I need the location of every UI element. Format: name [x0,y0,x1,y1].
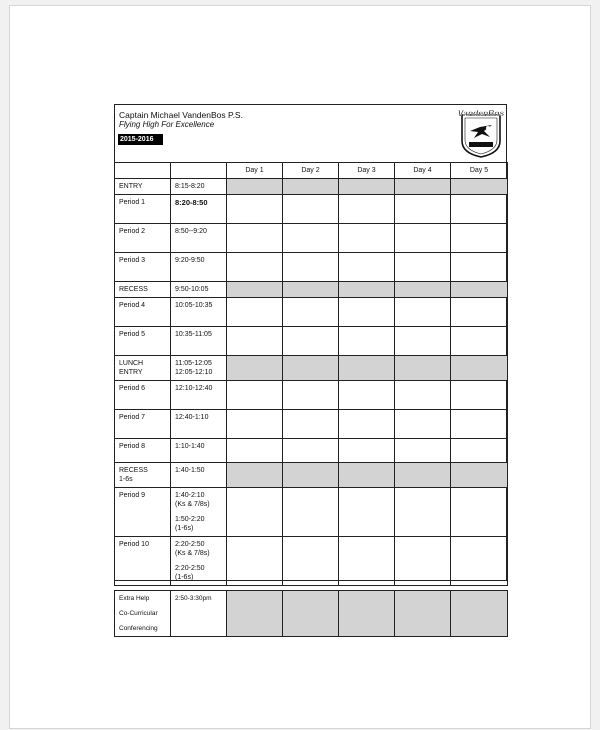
period-time-cell [171,537,227,586]
period-time-alt: 2:20-2:50 [175,565,205,572]
day-cell[interactable] [395,488,451,537]
document-page [9,5,591,729]
period-label: Period 1 [119,199,146,206]
extra-time-cell: 2:50-3:30pm [171,591,227,637]
school-name: Captain Michael VandenBos P.S. [119,110,243,120]
period-label: Period 9 [119,492,146,499]
day-cell[interactable] [339,253,395,282]
period-label-cell [115,410,171,439]
period-time-cell [171,195,227,224]
day-header: Day 5 [451,163,508,179]
schedule-row [115,282,508,298]
period-label: Period 3 [119,257,146,264]
day-cell[interactable] [227,327,283,356]
period-time-alt: 1:50-2:20 [175,516,205,523]
day-cell[interactable] [339,381,395,410]
day-cell[interactable] [395,253,451,282]
period-label-cell [115,224,171,253]
period-label: Period 7 [119,414,146,421]
period-time-cell [171,463,227,488]
day-cell[interactable] [339,410,395,439]
day-cell[interactable] [283,282,339,298]
day-cell[interactable] [339,224,395,253]
day-cell[interactable] [395,195,451,224]
period-time-cell [171,298,227,327]
schedule-row [115,298,508,327]
day-cell[interactable] [395,179,451,195]
period-label: Period 10 [119,541,149,548]
day-cell[interactable] [283,381,339,410]
day-cell[interactable] [395,356,451,381]
day-cell[interactable] [227,224,283,253]
day-cell[interactable] [395,327,451,356]
day-cell[interactable] [227,253,283,282]
schedule-row [115,224,508,253]
extra-day-cell[interactable] [451,591,508,637]
extra-activities-table [114,590,508,637]
period-label: 1-6s [119,476,133,483]
schedule-row [115,463,508,488]
period-label: Period 6 [119,385,146,392]
day-cell[interactable] [227,298,283,327]
extra-label: Extra Help [119,595,150,602]
schedule-row [115,488,508,537]
period-time-cell [171,488,227,537]
extra-day-cell[interactable] [227,591,283,637]
day-cell[interactable] [227,439,283,463]
day-cell[interactable] [283,410,339,439]
day-cell[interactable] [283,179,339,195]
period-time-cell [171,179,227,195]
period-label-cell [115,463,171,488]
period-label-cell [115,537,171,586]
period-time: 1:40-1:50 [175,467,205,474]
day-cell[interactable] [339,195,395,224]
extra-day-cell[interactable] [395,591,451,637]
day-cell[interactable] [227,488,283,537]
period-label: Period 2 [119,228,146,235]
day-cell[interactable] [283,298,339,327]
day-cell[interactable] [451,488,508,537]
period-time-cell [171,439,227,463]
period-time: 2:20-2:50 [175,541,205,548]
period-time-alt: (1-6s) [175,525,194,532]
extra-day-cell[interactable] [283,591,339,637]
period-label-cell [115,439,171,463]
day-cell[interactable] [451,195,508,224]
schedule-row [115,356,508,381]
day-cell[interactable] [283,356,339,381]
day-cell[interactable] [451,282,508,298]
day-cell[interactable] [283,253,339,282]
day-cell[interactable] [339,327,395,356]
day-cell[interactable] [283,224,339,253]
period-time: 11:05-12:05 [175,360,212,367]
day-cell[interactable] [451,179,508,195]
period-label: RECESS [119,286,148,293]
period-time-cell [171,224,227,253]
day-cell[interactable] [339,488,395,537]
day-cell[interactable] [227,179,283,195]
day-cell[interactable] [227,410,283,439]
period-time-cell [171,327,227,356]
day-header: Day 2 [283,163,339,179]
period-label: LUNCH [119,360,144,367]
period-label-cell [115,179,171,195]
day-cell[interactable] [395,537,451,586]
period-label-cell [115,488,171,537]
school-year-badge: 2015-2016 [118,134,163,145]
extra-label: Conferencing [119,625,158,632]
period-label-cell [115,298,171,327]
schedule-row [115,381,508,410]
period-time: 1:10-1:40 [175,443,205,450]
day-cell[interactable] [339,356,395,381]
day-cell[interactable] [451,253,508,282]
schedule-sheet [114,104,507,581]
day-header: Day 3 [339,163,395,179]
period-time: 12:10-12:40 [175,385,213,392]
day-cell[interactable] [451,537,508,586]
period-label: Period 4 [119,302,146,309]
day-cell[interactable] [395,463,451,488]
period-time-cell [171,356,227,381]
period-time: 1:40-2:10 [175,492,205,499]
schedule-row [115,253,508,282]
period-label: ENTRY [119,369,143,376]
period-time-cell [171,253,227,282]
period-time: 10:05-10:35 [175,302,213,309]
day-cell[interactable] [451,381,508,410]
period-time: 12:05-12:10 [175,369,213,376]
extra-labels-cell [115,591,171,637]
period-time: 8:15-8:20 [175,183,205,190]
day-cell[interactable] [395,381,451,410]
schedule-row [115,327,508,356]
period-time: 12:40-1:10 [175,414,209,421]
day-cell[interactable] [451,439,508,463]
schedule-row [115,410,508,439]
period-time: (Ks & 7/8s) [175,550,210,557]
period-time: 8:20-8:50 [175,198,208,207]
period-time: 8:50--9:20 [175,228,207,235]
day-cell[interactable] [451,298,508,327]
day-cell[interactable] [451,463,508,488]
period-label: Period 5 [119,331,146,338]
period-time: 9:20-9:50 [175,257,205,264]
day-cell[interactable] [339,439,395,463]
day-cell[interactable] [339,282,395,298]
day-cell[interactable] [339,179,395,195]
period-time-alt: (1-6s) [175,574,194,581]
day-cell[interactable] [395,298,451,327]
period-time: 10:35-11:05 [175,331,212,338]
header-blank-cell [171,163,227,179]
day-cell[interactable] [227,195,283,224]
schedule-row [115,439,508,463]
extra-label: Co-Curricular [119,610,158,617]
day-cell[interactable] [451,327,508,356]
period-time: 9:50-10:05 [175,286,209,293]
school-logo [458,107,504,159]
day-cell[interactable] [339,298,395,327]
school-motto: Flying High For Excellence [119,120,215,129]
table-header-row [115,163,508,179]
day-cell[interactable] [227,282,283,298]
day-cell[interactable] [395,439,451,463]
day-header: Day 1 [227,163,283,179]
schedule-table [114,162,508,586]
day-cell[interactable] [283,327,339,356]
period-label: Period 8 [119,443,146,450]
period-time-cell [171,381,227,410]
period-time-cell [171,282,227,298]
logo-wordmark: VandenBos [458,108,504,118]
period-label-cell [115,327,171,356]
day-cell[interactable] [395,224,451,253]
day-cell[interactable] [395,282,451,298]
period-label-cell [115,282,171,298]
day-cell[interactable] [283,439,339,463]
period-time-cell [171,410,227,439]
period-label-cell [115,381,171,410]
day-cell[interactable] [451,356,508,381]
period-label-cell [115,356,171,381]
day-cell[interactable] [283,537,339,586]
day-cell[interactable] [395,410,451,439]
day-cell[interactable] [227,463,283,488]
day-cell[interactable] [283,463,339,488]
day-cell[interactable] [339,537,395,586]
day-header: Day 4 [395,163,451,179]
period-label-cell [115,195,171,224]
day-cell[interactable] [451,410,508,439]
day-cell[interactable] [283,488,339,537]
day-cell[interactable] [283,195,339,224]
extra-day-cell[interactable] [339,591,395,637]
day-cell[interactable] [339,463,395,488]
header-blank-cell [115,163,171,179]
day-cell[interactable] [227,356,283,381]
schedule-row [115,537,508,586]
period-label: ENTRY [119,183,143,190]
period-time: (Ks & 7/8s) [175,501,210,508]
period-label: RECESS [119,467,148,474]
extra-row [115,591,508,637]
day-cell[interactable] [451,224,508,253]
schedule-row [115,179,508,195]
day-cell[interactable] [227,381,283,410]
schedule-row [115,195,508,224]
period-label-cell [115,253,171,282]
day-cell[interactable] [227,537,283,586]
